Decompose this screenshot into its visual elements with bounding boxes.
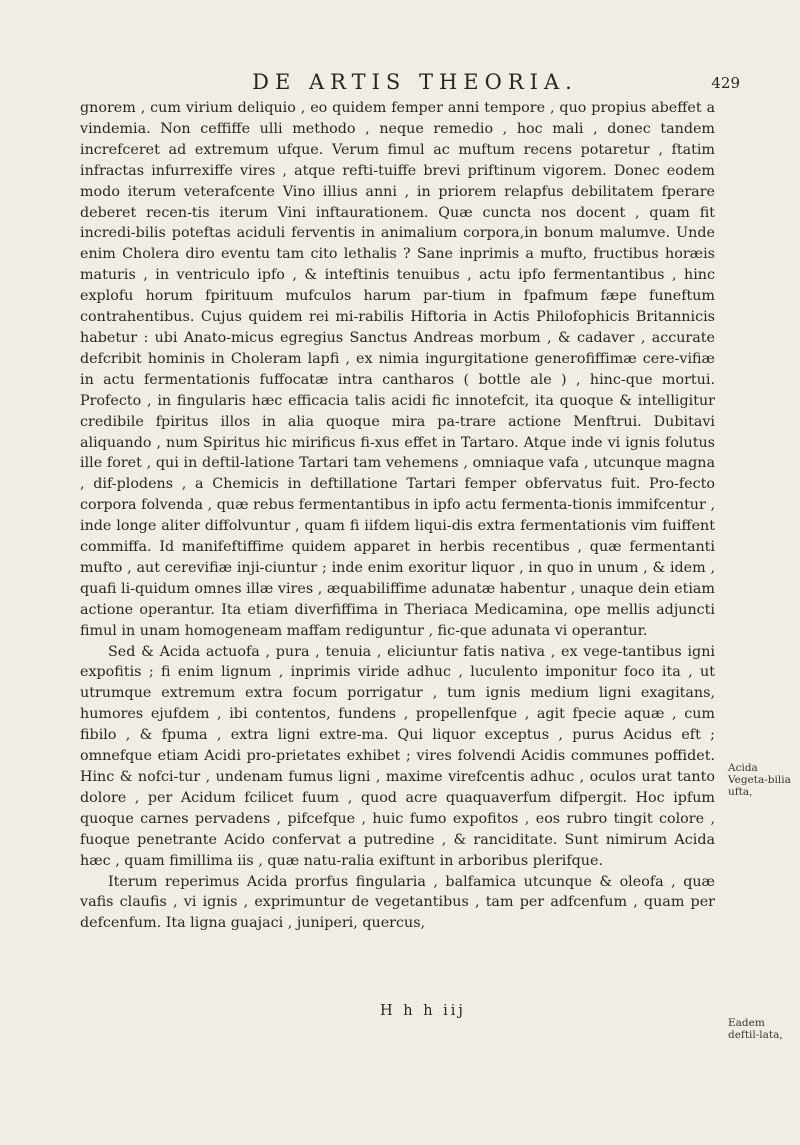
paragraph-2: Sed & Acida actuofa , pura , tenuia , eliciuntur fatis nativa , ex vege-tantibus igni expofitis ; fi enim lignum , inprimis viride adhuc , luculento imponitur foco ita , ut utrumque extremum extra focum porrigatur , tum ignis medium ligni exagitans, humores ejufdem , ibi contentos, fundens , propellenfque , agit fpecie aquæ , cum fibilo , & fpuma , extra ligni extre-ma. Qui liquor exceptus , purus Acidus eft ; omnefque etiam Acidi pro-prietates exhibet ; vires folvendi Acidis communes poffidet. Hinc & nofci-tur , undenam fumus ligni , maxime virefcentis adhuc , oculos urat tanto dolore , per Acidum fcilicet fuum , quod acre quaquaverfum difpergit. Hoc ipfum quoque carnes pervadens , pifcefque , huic fumo expofitos , eos rubro tingit colore , fuoque penetrante Acido confervat a putredine , & ranciditate. Sunt nimirum Acida hæc , quam fimillima iis , quæ natu-ralia exiftunt in arboribus plerifque. [80,643,715,869]
paragraph-1: gnorem , cum virium deliquio , eo quidem femper anni tempore , quo propius abeffet a vindemia. Non ceffiffe ulli methodo , neque remedio , hoc mali , donec tandem increfceret ad extremum ufque. Verum fimul ac muftum recens potaretur , ftatim infractas infurrexiffe vires , atque refti-tuiffe brevi priftinum vigorem. Donec eodem modo iterum veterafcente Vino illius anni , in priorem relapfus debilitatem fperare deberet recen-tis iterum Vini inftaurationem. Quæ cuncta nos docent , quam fit incredi-bilis poteftas aciduli ferventis in animalium corpora,in bonum malumve. Unde enim Cholera diro eventu tam cito lethalis ? Sane inprimis a mufto, fructibus horæis maturis , in ventriculo ipfo , & inteftinis tenuibus , actu ipfo fermentantibus , hinc explofu horum fpirituum mufculos harum par-tium in fpafmum fæpe funeftum contrahentibus. Cujus quidem rei mi-rabilis Hiftoria in Actis Philofophicis Britannicis habetur : ubi Anato-micus egregius Sanctus Andreas morbum , & cadaver , accurate defcribit hominis in Choleram lapfi , ex nimia ingurgitatione generofiffimæ cere-vifiæ in actu fermentationis fuffocatæ intra cantharos ( bottle ale ) , hinc-que mortui. Profecto , in fingularis hæc efficacia talis acidi fic innotefcit, ita quoque & intelligitur credibile fpiritus illos in alia quoque mira pa-trare actione Menftrui. Dubitavi aliquando , num Spiritus hic mirificus fi-xus effet in Tartaro. Atque inde vi ignis folutus ille foret , qui in deftil-latione Tartari tam vehemens , omniaque vafa , utcunque magna , dif-plodens , a Chemicis in deftillatione Tartari femper obfervatus fuit. Pro-fecto corpora folvenda , quæ rebus fermentantibus in ipfo actu fermenta-tionis immifcentur , inde longe aliter diffolvuntur , quam fi iifdem liqui-dis extra fermentationis vim fuiffent commiffa. Id manifeftiffime quidem apparet in herbis recentibus , quæ fermentanti mufto , aut cerevifiæ inji-ciuntur ; inde enim exoritur liquor , in quo in unum , & idem , quafi li-quidum omnes illæ vires , æquabiliffime adunatæ habentur , unaque dein etiam actione operantur. Ita etiam diverfiffima in Theriaca Medicamina, ope mellis adjuncti fimul in unam homogeneam maffam rediguntur , fic-que adunata vi operantur. [80,100,715,639]
margin-note-eadem-destillata: Eadem deftil-lata, [728,1017,783,1041]
margin-note-acida-vegetabilia: Acida Vegeta-bilia ufta, [728,762,791,798]
paragraph-3: Iterum reperimus Acida prorfus fingularia , balfamica utcunque & oleofa , quæ vafis claufis , vi ignis , exprimuntur de vegetantibus , tam per adfcenfum , quam per defcenfum. Ita ligna guajaci , juniperi, quercus, [80,873,715,932]
body-text [80,98,715,934]
signature-mark: H h h iij [380,1003,466,1019]
running-head: DE ARTIS THEORIA. [252,70,578,94]
page-header [100,70,740,96]
page-number: 429 [711,74,740,92]
